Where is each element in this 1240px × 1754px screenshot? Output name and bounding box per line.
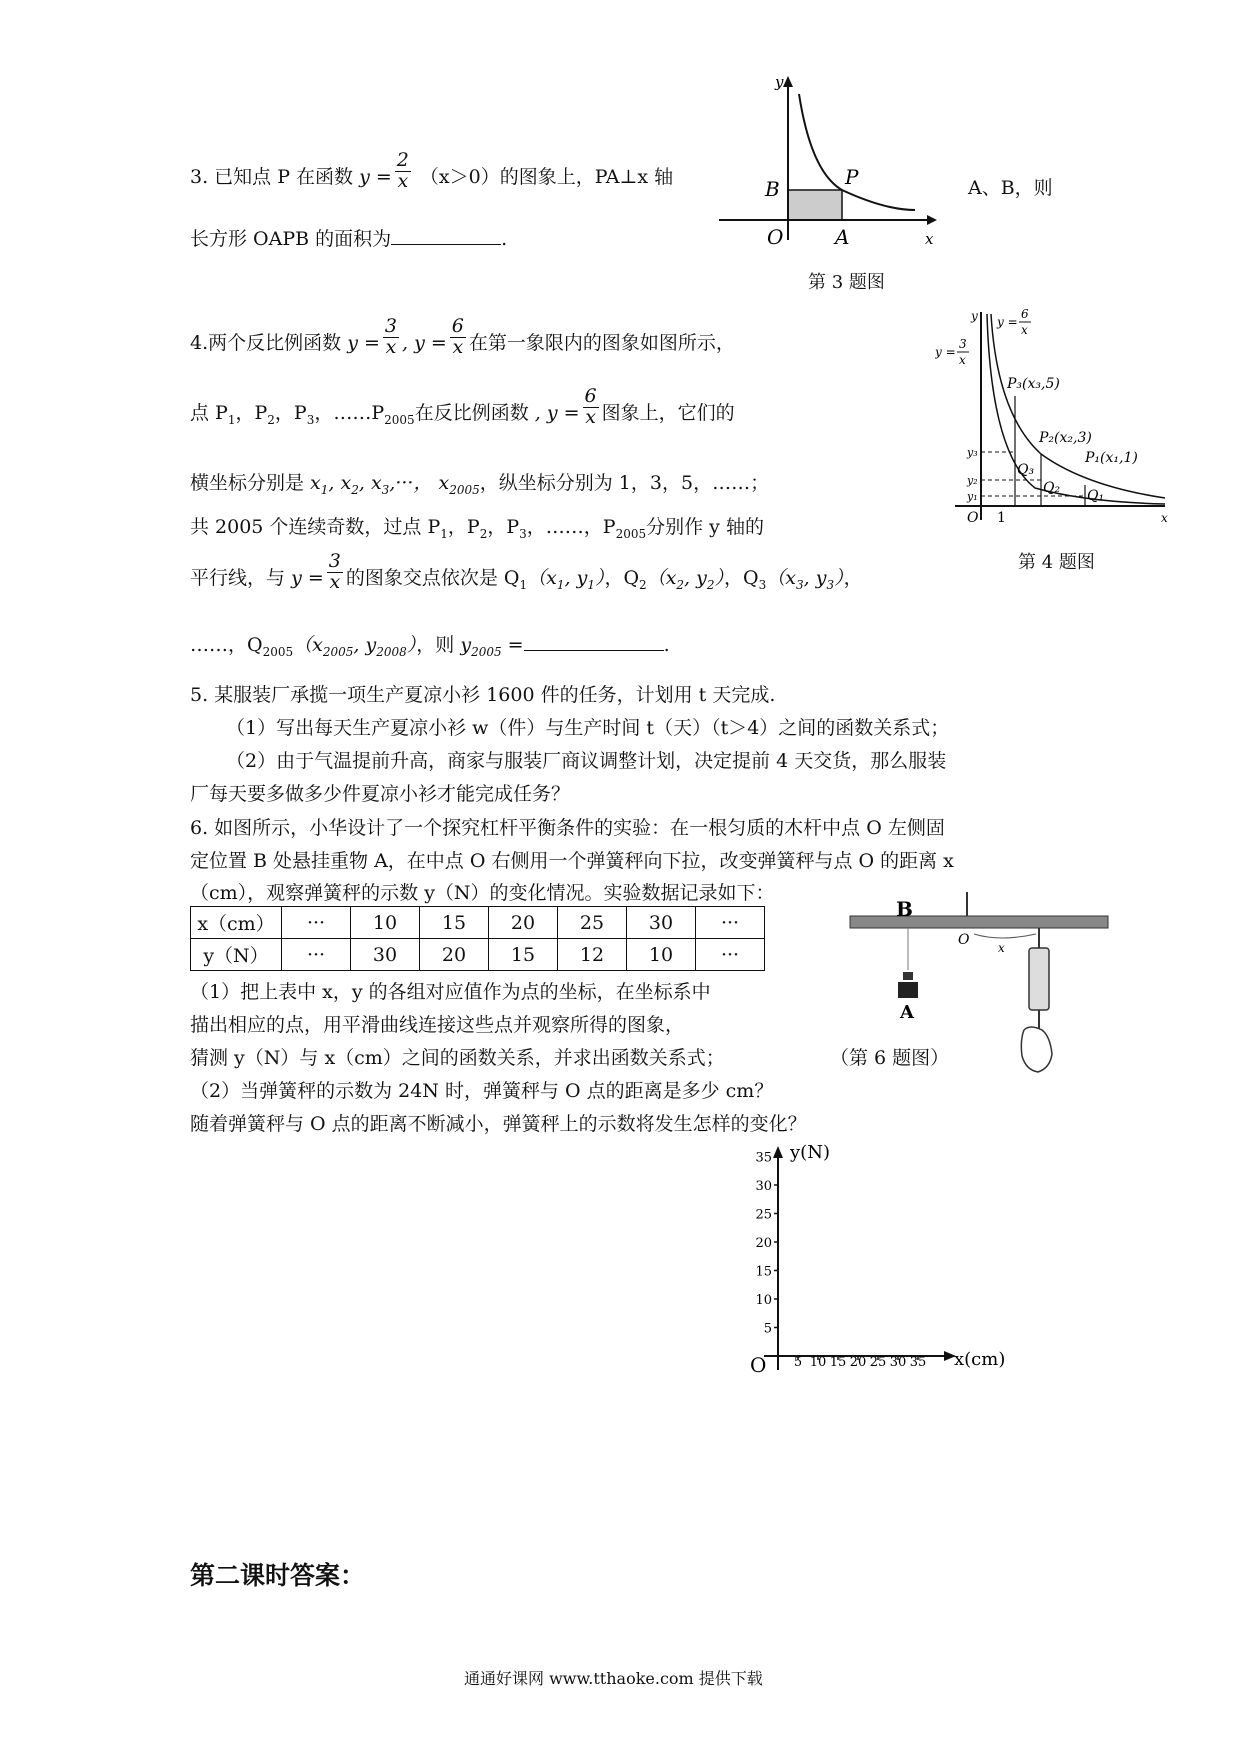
q4-line2 [190, 384, 735, 428]
grid-y-tick-label: 25 [755, 1207, 772, 1223]
q4-label-y3: y₃ [967, 446, 978, 459]
q3-y-arrow [783, 76, 793, 87]
q6-label-x: x [998, 941, 1005, 955]
q6-lever-figure [840, 880, 1110, 1090]
q3-answer-blank[interactable] [391, 244, 501, 245]
q5-line3: （2）由于气温提前升高，商家与服装厂商议调整计划，决定提前 4 天交货，那么服装 [226, 750, 947, 772]
footer: 通通好课网 www.tthaoke.com 提供下载 [464, 1669, 763, 1688]
q3-frac-den: x [397, 169, 409, 192]
table-cell: 12 [558, 939, 627, 971]
q4-f2 [450, 314, 466, 358]
q4-sub: 2 [706, 577, 715, 592]
q5-line1: 5. 某服装厂承揽一项生产夏凉小衫 1600 件的任务，计划用 t 天完成. [190, 684, 776, 706]
q6-p2-a: （2）当弹簧秤的示数为 24N 时，弹簧秤与 O 点的距离是多少 cm？ [190, 1080, 774, 1102]
q4-f3-den: x [585, 405, 596, 428]
q4-line5: 平行线，与 y = $\frac{3}{x}$ 的图象交点依次是 $Q_1(x_1$, $y_1$），$Q_2(x_2$, $y_2$），$Q_3(x_3$, $y_3$）， [190, 549, 863, 593]
q4-sub: 3 [519, 526, 527, 541]
table-cell: 10 [627, 939, 696, 971]
q4-sub: 2005 [615, 526, 647, 541]
q4-f1-den: x [385, 335, 397, 358]
q4-label-p1: P₁(x₁,1) [1085, 450, 1138, 466]
q3-label-b: B [765, 177, 780, 201]
q3-line1 [190, 148, 674, 192]
q4-figure [935, 304, 1175, 526]
q4-label-p2: P₂(x₂,3) [1039, 430, 1092, 446]
q4-label-y2: y₂ [967, 474, 978, 487]
q4-l5-a: 平行线，与 [190, 567, 286, 589]
q4-l2-b: ，P [235, 402, 268, 424]
grid-y-tick-label: 5 [763, 1321, 772, 1337]
q4-l2-c: ，P [274, 402, 307, 424]
table-cell: y（N） [191, 939, 282, 971]
q4-label-f3-num: 3 [959, 337, 967, 351]
q4-sub: 2008 [376, 644, 407, 659]
q4-l2-e: 在反比例函数 [414, 402, 529, 424]
grid-x-tick-label: 25 [869, 1355, 887, 1370]
q4-sub: 3 [306, 412, 315, 427]
q4-label-f3: y = [935, 345, 956, 359]
grid-y-tick-label: 15 [755, 1264, 772, 1280]
q4-l4: 共 2005 个连续奇数，过点 P [190, 516, 441, 538]
q4-line6: ……，$Q_{2005}(x_{2005}$, $y_{2008}$），则 $y_{2005}$ = . [190, 634, 670, 659]
q4-f4-num: 3 [328, 549, 341, 572]
q4-sub: 2005 [384, 412, 415, 427]
q4-l2-d: ，……P [314, 402, 385, 424]
q4-sub: 1 [227, 412, 236, 427]
table-cell: ··· [282, 907, 351, 939]
q4-label-o: O [967, 510, 979, 526]
q4-label-f6: y = [997, 315, 1018, 329]
grid-x-tick-label: 15 [829, 1355, 847, 1370]
q4-f3-lhs: , y = [534, 402, 580, 424]
table-cell: 15 [420, 907, 489, 939]
q4-label-f3-den: x [959, 353, 966, 367]
q4-l1-text: 4.两个反比例函数 [190, 332, 342, 354]
q6-brace [974, 934, 1036, 938]
q4-sub: 1 [519, 577, 528, 592]
grid-x-ticks [794, 1355, 926, 1370]
q4-f4-lhs: y = [291, 567, 324, 589]
q3-eq-lhs: y = [359, 166, 392, 188]
q4-l3-a: 横坐标分别是 [190, 472, 305, 494]
q3-label-y: y [775, 73, 784, 91]
q4-answer-blank[interactable] [524, 650, 664, 651]
q4-xseq: $x_1$, $x_2$, $x_3,\cdot\cdot\cdot$， $x_{2005}$ [304, 472, 480, 497]
q3-x-arrow [927, 215, 937, 225]
q4-label-x: x [1161, 511, 1168, 525]
table-cell: 30 [627, 907, 696, 939]
table-cell: ··· [282, 939, 351, 971]
q4-caption: 第 4 题图 [1018, 552, 1095, 573]
grid-y-tick-label: 20 [755, 1236, 772, 1251]
q3-fraction [395, 148, 411, 192]
q3-text-b: （x＞0）的图象上，PA⊥x 轴 [419, 166, 674, 188]
q6-line1: 6. 如图所示，小华设计了一个探究杠杆平衡条件的实验：在一根匀质的木杆中点 O 左侧固 [190, 817, 945, 839]
q4-label-q2: Q₂ [1043, 480, 1061, 496]
q6-weight [898, 982, 918, 998]
q3-label-o: O [767, 225, 784, 249]
q6-line3: （cm），观察弹簧秤的示数 y（N）的变化情况。实验数据记录如下： [190, 882, 775, 904]
table-cell: 10 [351, 907, 420, 939]
q3-line1-end: A、B，则 [968, 177, 1053, 199]
q4-sub: 3 [758, 577, 767, 592]
q4-sub: 2005 [322, 644, 354, 659]
q6-label-a: A [900, 1002, 914, 1023]
q6-weight-top [903, 972, 913, 980]
answers-heading: 第二课时答案： [190, 1561, 366, 1590]
q4-sub: 2 [639, 577, 647, 592]
table-row-y [191, 939, 765, 971]
q6-lever-bar [850, 916, 1108, 928]
q4-label-q3: Q₃ [1017, 462, 1035, 478]
q4-label-q1: Q₁ [1087, 488, 1105, 504]
q4-f2-lhs: , y = [401, 332, 447, 354]
q3-line2 [190, 224, 507, 251]
grid-x-tick-label: 5 [793, 1355, 803, 1370]
q4-l4-b: 分别作 y 轴的 [646, 516, 764, 538]
q4-f1-num: 3 [384, 314, 397, 337]
table-row-x [191, 907, 765, 939]
q4-l6-a: ……，Q [190, 634, 263, 656]
q4-sub: 2 [267, 412, 275, 427]
table-cell: 30 [351, 939, 420, 971]
q4-l1-text-b: 在第一象限内的图象如图所示， [468, 332, 735, 354]
q5-line4: 厂每天要多做多少件夏凉小衫才能完成任务？ [190, 783, 571, 805]
q4-period: . [663, 634, 670, 656]
q3-caption: 第 3 题图 [808, 272, 885, 293]
q4-sub: 3 [826, 577, 835, 592]
q4-sub: 2005 [471, 644, 502, 659]
q4-l2-f: 图象上，它们的 [601, 402, 735, 424]
q4-f2-den: x [452, 335, 464, 358]
q6-label-o: O [958, 932, 970, 948]
q4-sub: 2 [351, 482, 359, 497]
q4-label-y1: y₁ [967, 490, 978, 503]
grid-x-tick-label: 30 [889, 1355, 907, 1370]
q3-line2-text: 长方形 OAPB 的面积为 [190, 228, 392, 250]
q4-curve-3x [987, 314, 1165, 504]
q4-sub: 2005 [449, 482, 480, 497]
q4-line3 [190, 468, 769, 497]
hand-icon [1021, 1027, 1052, 1072]
grid-x-tick-label: 35 [909, 1355, 927, 1370]
q4-sub: 2005 [262, 644, 294, 659]
q4-f3-num: 6 [584, 384, 597, 407]
q4-sub: 2 [676, 577, 685, 592]
q6-p1-a: （1）把上表中 x，y 的各组对应值作为点的坐标，在坐标系中 [190, 981, 711, 1003]
q4-l6-b: ，则 [416, 634, 455, 656]
q4-label-f6-num: 6 [1021, 307, 1029, 321]
table-cell: x（cm） [191, 907, 282, 939]
q4-sub: 2 [479, 526, 488, 541]
q6-p1-c: 猜测 y（N）与 x（cm）之间的函数关系，并求出函数关系式； [190, 1047, 725, 1069]
grid-y-tick-label: 30 [755, 1179, 772, 1194]
q4-label-p3: P₃(x₃,5) [1007, 376, 1060, 392]
q6-p1-b: 描出相应的点，用平滑曲线连接这些点并观察所得的图象， [190, 1014, 685, 1036]
q3-figure [715, 72, 955, 254]
q4-f1 [383, 314, 399, 358]
q4-label-y: y [971, 309, 978, 323]
q3-text: 3. 已知点 P 在函数 [190, 166, 354, 188]
q6-data-table [190, 906, 765, 971]
q4-sub: 1 [556, 577, 565, 592]
grid-x-tick-label: 10 [809, 1355, 827, 1370]
q4-sub: 1 [440, 526, 448, 541]
q6-label-b: B [896, 897, 913, 921]
coordinate-grid [740, 1140, 1020, 1380]
grid-origin: O [750, 1353, 767, 1377]
q6-spring-scale [1029, 948, 1049, 1010]
q4-f4-den: x [329, 570, 341, 593]
q4-sub: 1 [320, 482, 329, 497]
q4-label-one: 1 [997, 510, 1006, 526]
q4-l2-a: 点 P [190, 402, 228, 424]
q3-frac-num: 2 [396, 148, 409, 171]
q5-line2: （1）写出每天生产夏凉小衫 w（件）与生产时间 t（天）（t＞4）之间的函数关系式； [226, 717, 950, 739]
q4-label-f6-den: x [1021, 323, 1028, 337]
q4-f2-num: 6 [451, 314, 464, 337]
table-cell: ··· [696, 939, 765, 971]
q6-line2: 定位置 B 处悬挂重物 A，在中点 O 右侧用一个弹簧秤向下拉，改变弹簧秤与点 O 的距离 x [190, 850, 954, 872]
table-cell: 25 [558, 907, 627, 939]
table-cell: ··· [696, 907, 765, 939]
q3-label-a: A [835, 225, 850, 249]
grid-y-label: y(N) [790, 1142, 830, 1163]
grid-y-ticks [755, 1151, 778, 1337]
grid-x-label: x(cm) [954, 1349, 1006, 1370]
q3-period: . [501, 228, 508, 250]
q4-l5-b: 的图象交点依次是 Q [345, 567, 520, 589]
q3-shaded-rectangle [788, 190, 842, 220]
q4-f4 [327, 549, 343, 593]
grid-y-tick-label: 35 [755, 1150, 772, 1166]
q4-l3-b: ，纵坐标分别为 1，3，5，……； [479, 472, 770, 494]
q4-sub: 1 [587, 577, 595, 592]
grid-x-tick-label: 20 [849, 1355, 867, 1370]
q3-label-p: P [845, 165, 859, 189]
q4-sub: 3 [795, 577, 804, 592]
q4-f3 [583, 384, 599, 428]
q3-label-x: x [925, 230, 934, 248]
q4-f1-lhs: y = [347, 332, 380, 354]
q4-line1 [190, 314, 735, 358]
q4-line4: 共 2005 个连续奇数，过点 $P_1$，$P_2$，$P_3$，……，$P_{2005}$分别作 y 轴的 [190, 516, 764, 541]
table-cell: 15 [489, 939, 558, 971]
q6-p2-b: 随着弹簧秤与 O 点的距离不断减小，弹簧秤上的示数将发生怎样的变化？ [190, 1113, 807, 1135]
q6-caption: （第 6 题图） [830, 1047, 950, 1069]
table-cell: 20 [489, 907, 558, 939]
grid-y-tick-label: 10 [755, 1293, 772, 1308]
table-cell: 20 [420, 939, 489, 971]
q4-sub: 3 [381, 482, 390, 497]
